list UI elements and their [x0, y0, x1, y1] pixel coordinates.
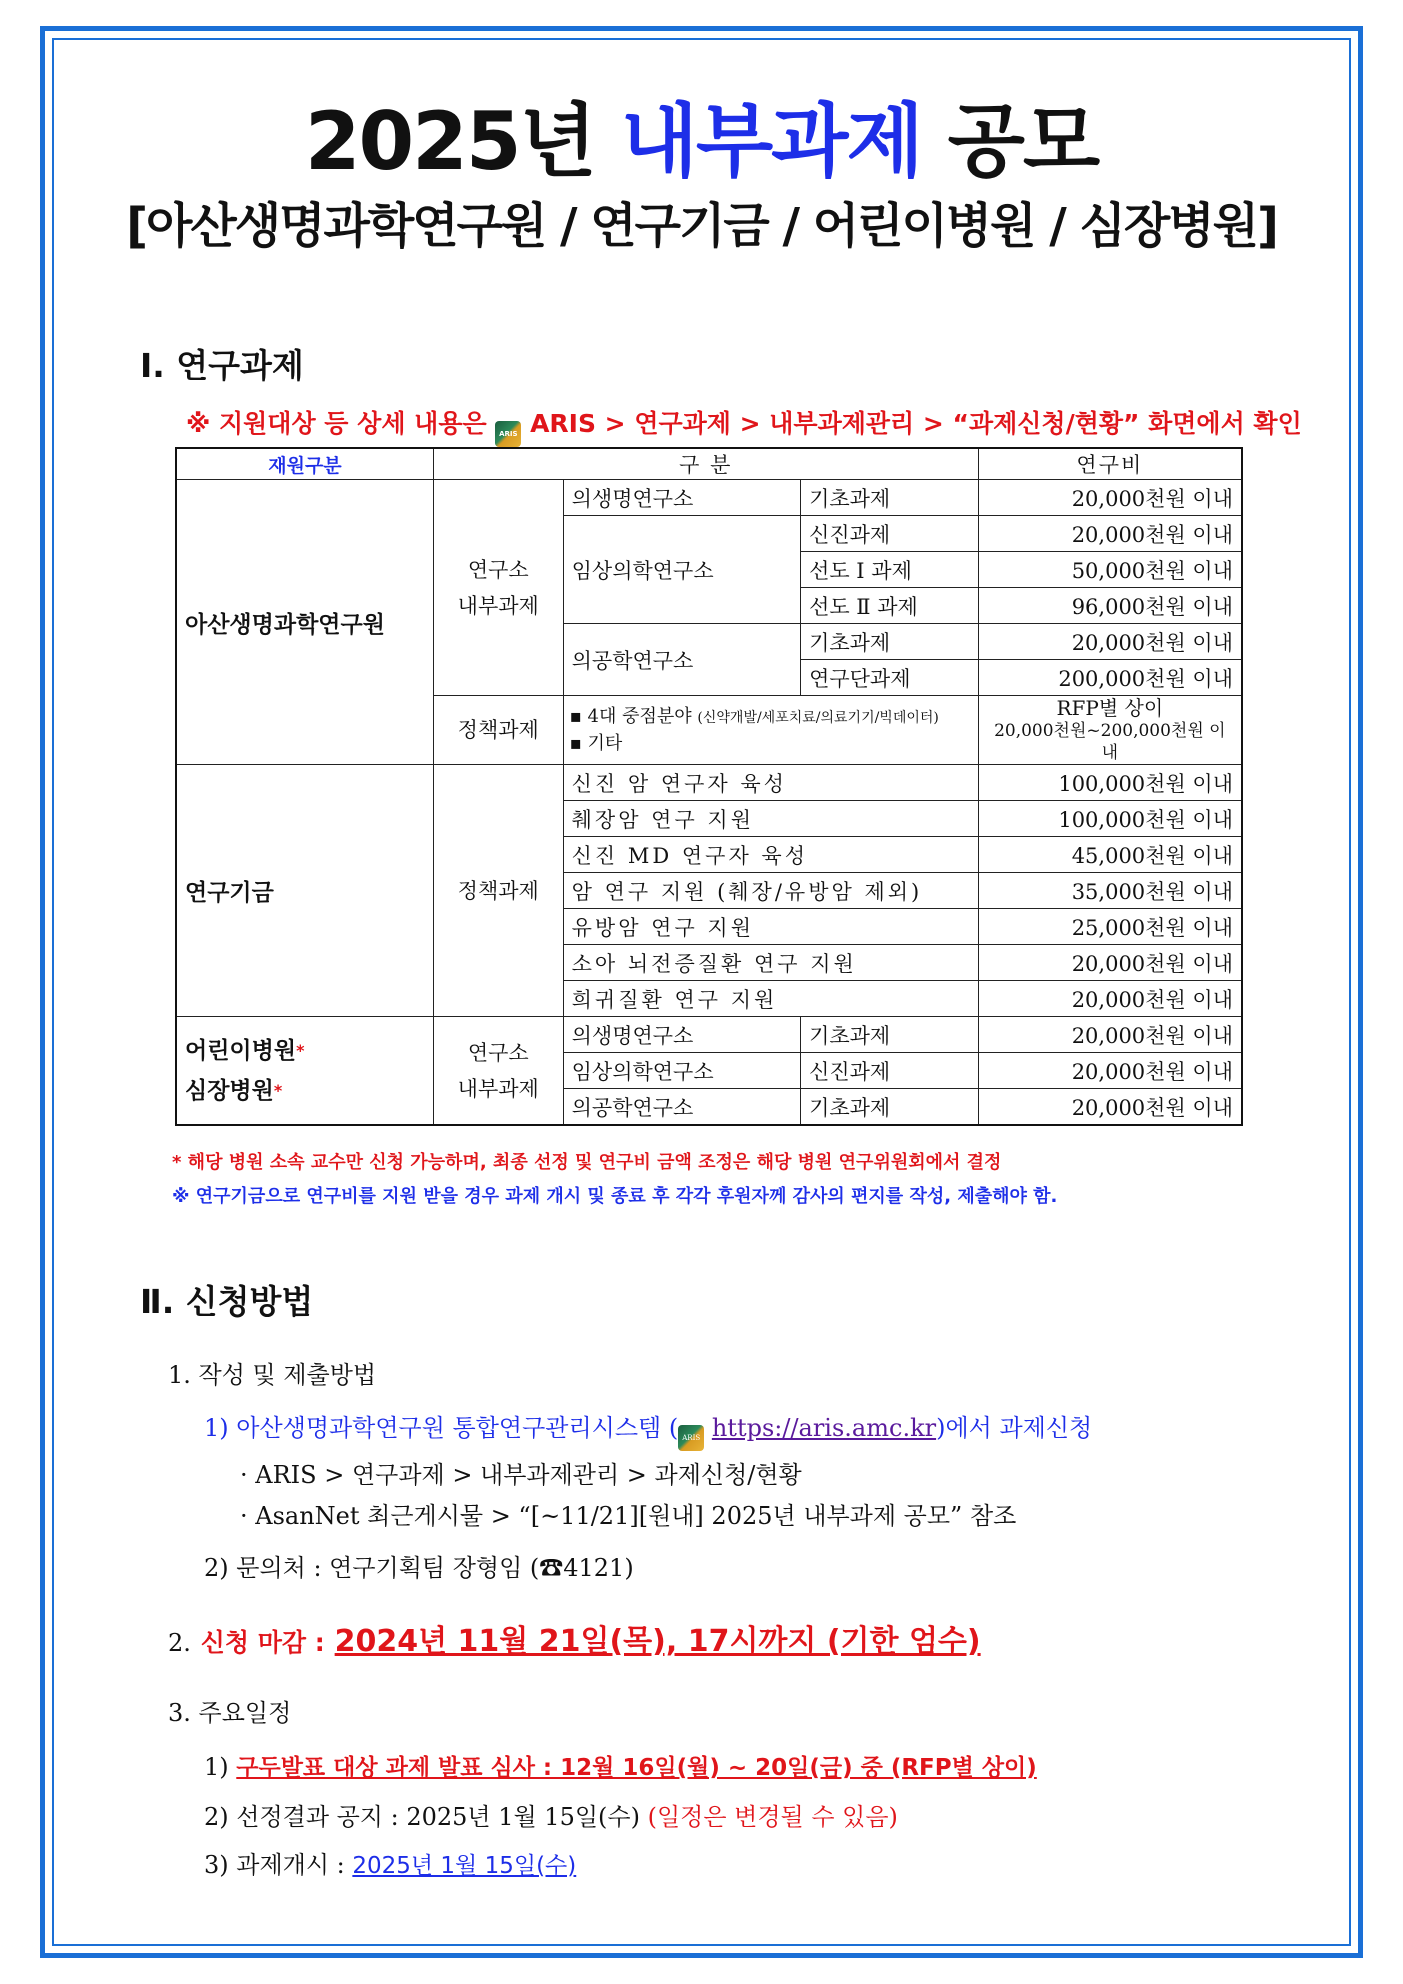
policy-amount2: 20,000천원~200,000천원 이내	[994, 721, 1226, 763]
group-fund: 연구기금	[176, 765, 433, 1017]
fund-name-cell: 희귀질환 연구 지원	[563, 981, 978, 1017]
amount-cell: 20,000천원 이내	[978, 516, 1242, 552]
deadline-label: 신청 마감 :	[200, 1628, 325, 1657]
amount-cell: 20,000천원 이내	[978, 1053, 1242, 1089]
item3-title: 3. 주요일정	[168, 1699, 292, 1727]
aris-notice	[186, 404, 1302, 447]
amount-cell: 20,000천원 이내	[978, 945, 1242, 981]
type-cell: 신진과제	[801, 1053, 979, 1089]
type-cell: 기초과제	[801, 1089, 979, 1126]
header-category: 구 분	[433, 448, 978, 480]
schedule-2	[204, 1797, 898, 1832]
amount-cell: 20,000천원 이내	[978, 981, 1242, 1017]
bullet-asannet: · AsanNet 최근게시물 > “[~11/21][원내] 2025년 내부과제 공모” 참조	[240, 1502, 1017, 1530]
note-hospital-eligibility: * 해당 병원 소속 교수만 신청 가능하며, 최종 선정 및 연구비 금액 조정은 해당 병원 연구위원회에서 결정	[172, 1152, 1002, 1173]
schedule-3-label: 3) 과제개시 :	[204, 1851, 345, 1879]
item1-1	[204, 1408, 1092, 1451]
type-cell: 선도 Ⅱ 과제	[801, 588, 979, 624]
cat-fund-policy: 정책과제	[433, 765, 563, 1017]
group-hospitals	[176, 1017, 433, 1126]
policy-line2: ▪ 기타	[569, 732, 623, 754]
cat-policy: 정책과제	[433, 696, 563, 765]
amount-cell: 20,000천원 이내	[978, 1017, 1242, 1053]
type-cell: 신진과제	[801, 516, 979, 552]
section1-heading: Ⅰ. 연구과제	[140, 346, 304, 385]
schedule-3-value: 2025년 1월 15일(수)	[352, 1853, 577, 1879]
amount-cell: 20,000천원 이내	[978, 480, 1242, 516]
policy-line1: ▪ 4대 중점분야 (신약개발/세포치료/의료기기/빅데이터)	[569, 705, 939, 727]
table-row	[176, 1017, 1242, 1053]
funding-table	[175, 447, 1243, 1126]
schedule-1-text: 구두발표 대상 과제 발표 심사 : 12월 16일(월) ~ 20일(금) 중 (RFP별 상이)	[236, 1755, 1037, 1781]
item1-1-prefix: 1) 아산생명과학연구원 통합연구관리시스템 (	[204, 1414, 679, 1442]
table-row	[176, 480, 1242, 516]
inst-cell: 임상의학연구소	[563, 1053, 800, 1089]
type-cell: 선도 Ⅰ 과제	[801, 552, 979, 588]
group-heart-hospital: 심장병원*	[185, 1077, 283, 1104]
amount-cell: 96,000천원 이내	[978, 588, 1242, 624]
item1-2-contact: 2) 문의처 : 연구기획팀 장형임 (☎4121)	[204, 1554, 634, 1582]
amount-cell: 100,000천원 이내	[978, 801, 1242, 837]
title-year: 2025년	[304, 95, 595, 188]
amount-cell: 100,000천원 이내	[978, 765, 1242, 801]
notice-prefix: ※ 지원대상 등 상세 내용은	[186, 409, 487, 438]
header-funding-source: 재원구분	[176, 448, 433, 480]
fund-name-cell: 신진 암 연구자 육성	[563, 765, 978, 801]
deadline-num: 2.	[168, 1629, 191, 1657]
amount-cell: 200,000천원 이내	[978, 660, 1242, 696]
fund-name-cell: 신진 MD 연구자 육성	[563, 837, 978, 873]
inst-cell: 의공학연구소	[563, 1089, 800, 1126]
type-cell: 기초과제	[801, 624, 979, 660]
item1-1-suffix: )에서 과제신청	[936, 1414, 1093, 1442]
section2-heading: Ⅱ. 신청방법	[140, 1282, 314, 1321]
page-title	[0, 94, 1403, 190]
amount-cell: 20,000천원 이내	[978, 1089, 1242, 1126]
amount-cell: 35,000천원 이내	[978, 873, 1242, 909]
group-asan: 아산생명과학연구원	[176, 480, 433, 765]
amount-cell: 20,000천원 이내	[978, 624, 1242, 660]
item1-title: 1. 작성 및 제출방법	[168, 1361, 377, 1389]
deadline-value: 2024년 11월 21일(목), 17시까지 (기한 엄수)	[334, 1624, 981, 1659]
amount-cell: 25,000천원 이내	[978, 909, 1242, 945]
amount-cell: 45,000천원 이내	[978, 837, 1242, 873]
aris-logo-icon: ARIS	[678, 1425, 704, 1451]
group-children-hospital: 어린이병원*	[185, 1037, 305, 1064]
note-fund-thanks-letter: ※ 연구기금으로 연구비를 지원 받을 경우 과제 개시 및 종료 후 각각 후원자께 감사의 편지를 작성, 제출해야 함.	[172, 1186, 1058, 1207]
fund-name-cell: 암 연구 지원 (췌장/유방암 제외)	[563, 873, 978, 909]
title-rest: 공모	[947, 95, 1099, 188]
header-budget: 연구비	[978, 448, 1242, 480]
schedule-3	[204, 1845, 576, 1880]
cat-lab-internal: 연구소 내부과제	[433, 480, 563, 696]
policy-amount-cell	[978, 696, 1242, 765]
schedule-1-num: 1)	[204, 1753, 229, 1781]
policy-desc-cell	[563, 696, 978, 765]
page-subtitle: [아산생명과학연구원 / 연구기금 / 어린이병원 / 심장병원]	[126, 198, 1277, 254]
type-cell: 기초과제	[801, 1017, 979, 1053]
cat-hospital-internal: 연구소 내부과제	[433, 1017, 563, 1126]
deadline-line	[168, 1616, 981, 1660]
fund-name-cell: 소아 뇌전증질환 연구 지원	[563, 945, 978, 981]
table-header-row	[176, 448, 1242, 480]
inst-cell: 의공학연구소	[563, 624, 800, 696]
fund-name-cell: 췌장암 연구 지원	[563, 801, 978, 837]
inst-cell: 의생명연구소	[563, 480, 800, 516]
type-cell: 기초과제	[801, 480, 979, 516]
schedule-2-text: 2) 선정결과 공지 : 2025년 1월 15일(수)	[204, 1803, 640, 1831]
table-row	[176, 765, 1242, 801]
inst-cell: 의생명연구소	[563, 1017, 800, 1053]
amount-cell: 50,000천원 이내	[978, 552, 1242, 588]
title-highlight: 내부과제	[620, 95, 922, 188]
inst-cell: 임상의학연구소	[563, 516, 800, 624]
policy-amount1: RFP별 상이	[1056, 696, 1164, 720]
schedule-2-note: (일정은 변경될 수 있음)	[647, 1803, 898, 1831]
aris-logo-icon: ARIS	[495, 421, 521, 447]
aris-link[interactable]: https://aris.amc.kr	[711, 1414, 937, 1442]
schedule-1	[204, 1749, 1037, 1782]
fund-name-cell: 유방암 연구 지원	[563, 909, 978, 945]
notice-path: ARIS > 연구과제 > 내부과제관리 > “과제신청/현황” 화면에서 확인	[530, 409, 1302, 438]
bullet-aris-path: · ARIS > 연구과제 > 내부과제관리 > 과제신청/현황	[240, 1461, 802, 1489]
type-cell: 연구단과제	[801, 660, 979, 696]
